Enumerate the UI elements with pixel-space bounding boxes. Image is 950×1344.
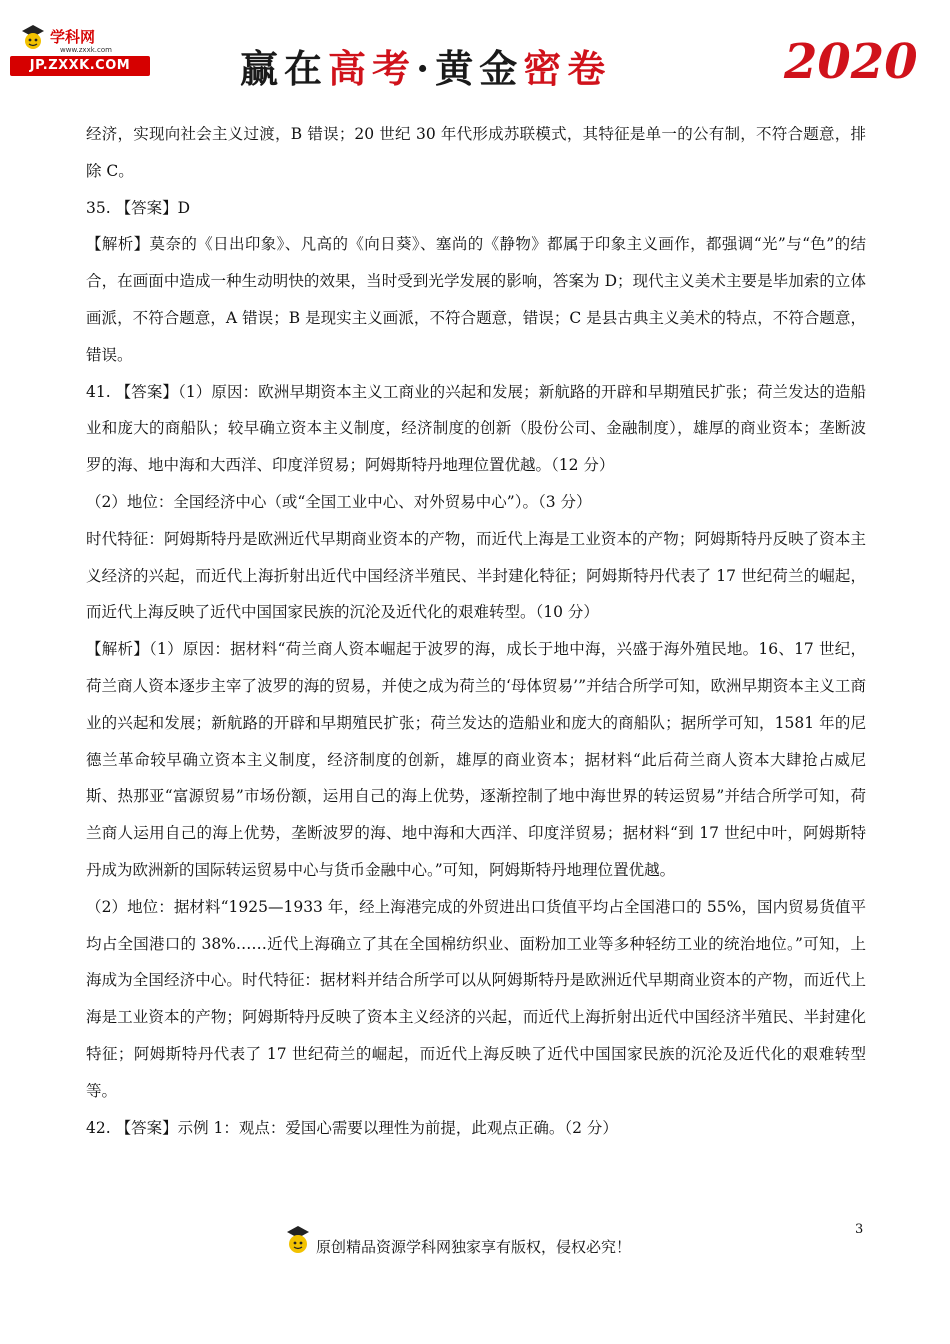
logo-site: www.zxxk.com: [60, 46, 112, 54]
banner-part-1: 赢在: [240, 46, 329, 91]
answer-41: 41. 【答案】（1）原因：欧洲早期资本主义工商业的兴起和发展；新航路的开辟和早期殖民扩张；荷兰发达的造船业和庞大的商船队；较早确立资本主义制度，经济制度的创新（股份公司、金融制度），雄厚的商业资本；垄断波罗的海、地中海和大西洋、印度洋贸易；阿姆斯特丹地理位置优越。（12 分）: [86, 382, 866, 475]
page-footer: [283, 1222, 683, 1262]
banner-title: [240, 38, 612, 91]
year-2020-logo: [780, 28, 918, 90]
zxxk-logo[interactable]: [10, 22, 152, 80]
page-number: 3: [855, 1222, 864, 1237]
copyright-notice: 原创精品资源学科网独家享有版权，侵权必究！: [316, 1238, 632, 1256]
answer-41-part2: （2）地位：全国经济中心（或“全国工业中心、对外贸易中心”）。（3 分）: [86, 492, 592, 511]
document-body: [86, 116, 866, 1146]
analysis-35: 【解析】莫奈的《日出印象》、凡高的《向日葵》、塞尚的《静物》都属于印象主义画作，都强调“光”与“色”的结合，在画面中造成一种生动明快的效果，当时受到光学发展的影响，答案为 D；现代主义美术主要是毕加索的立体画派，不符合题意，A 错误；B 是现实主义画派，不符合题意，错误；C 是县古典主义美术的特点，不符合题意，错误。: [86, 235, 866, 364]
banner-part-4: 密卷: [523, 46, 612, 91]
paragraph: 经济，实现向社会主义过渡，B 错误；20 世纪 30 年代形成苏联模式，其特征是单一的公有制，不符合题意，排除 C。: [86, 125, 866, 180]
banner-part-3: ·黄金: [416, 46, 524, 91]
answer-41-features: 时代特征：阿姆斯特丹是欧洲近代早期商业资本的产物，而近代上海是工业资本的产物；阿姆斯特丹反映了资本主义经济的兴起，而近代上海折射出近代中国经济半殖民、半封建化特征；阿姆斯特丹代表了 17 世纪荷兰的崛起，而近代上海反映了近代中国国家民族的沉沦及近代化的艰难转型。（10 分）: [86, 529, 866, 622]
year-text: 2020: [784, 34, 918, 90]
answer-42: 42. 【答案】示例 1：观点：爱国心需要以理性为前提，此观点正确。（2 分）: [86, 1118, 618, 1137]
mascot-icon: [283, 1222, 313, 1256]
page-header: [0, 0, 950, 110]
answer-35: 35. 【答案】D: [86, 198, 191, 217]
mascot-icon: [18, 22, 48, 52]
logo-url-bar: JP.ZXXK.COM: [10, 56, 150, 76]
analysis-41-part1: 【解析】（1）原因：据材料“荷兰商人资本崛起于波罗的海，成长于地中海，兴盛于海外殖民地。16、17 世纪，荷兰商人资本逐步主宰了波罗的海的贸易，并使之成为荷兰的‘母体贸易’”并结合所学可知，欧洲早期资本主义工商业的兴起和发展；新航路的开辟和早期殖民扩张；荷兰发达的造船业和庞大的商船队；据所学可知，1581 年的尼德兰革命较早确立资本主义制度，经济制度的创新，雄厚的商业资本；据材料“此后荷兰商人资本大肆抢占威尼斯、热那亚“富源贸易”市场份额，运用自己的海上优势，逐渐控制了地中海世界的转运贸易”并结合所学可知，荷兰商人运用自己的海上优势，垄断波罗的海、地中海和大西洋、印度洋贸易；据材料“到 17 世纪中叶，阿姆斯特丹成为欧洲新的国际转运贸易中心与货币金融中心。”可知，阿姆斯特丹地理位置优越。: [86, 640, 866, 879]
banner-part-2: 高考: [328, 46, 417, 91]
logo-text: 学科网: [50, 28, 96, 46]
analysis-41-part2: （2）地位：据材料“1925—1933 年，经上海港完成的外贸进出口货值平均占全国港口的 55%，国内贸易货值平均占全国港口的 38%……近代上海确立了其在全国棉纺织业、面粉加工业等多种轻纺工业的统治地位。”可知，上海成为全国经济中心。时代特征：据材料并结合所学可以从阿姆斯特丹是欧洲近代早期商业资本的产物，而近代上海是工业资本的产物；阿姆斯特丹反映了资本主义经济的兴起，而近代上海折射出近代中国经济半殖民、半封建化特征；阿姆斯特丹代表了 17 世纪荷兰的崛起，而近代上海反映了近代中国国家民族的沉沦及近代化的艰难转型等。: [86, 897, 866, 1100]
